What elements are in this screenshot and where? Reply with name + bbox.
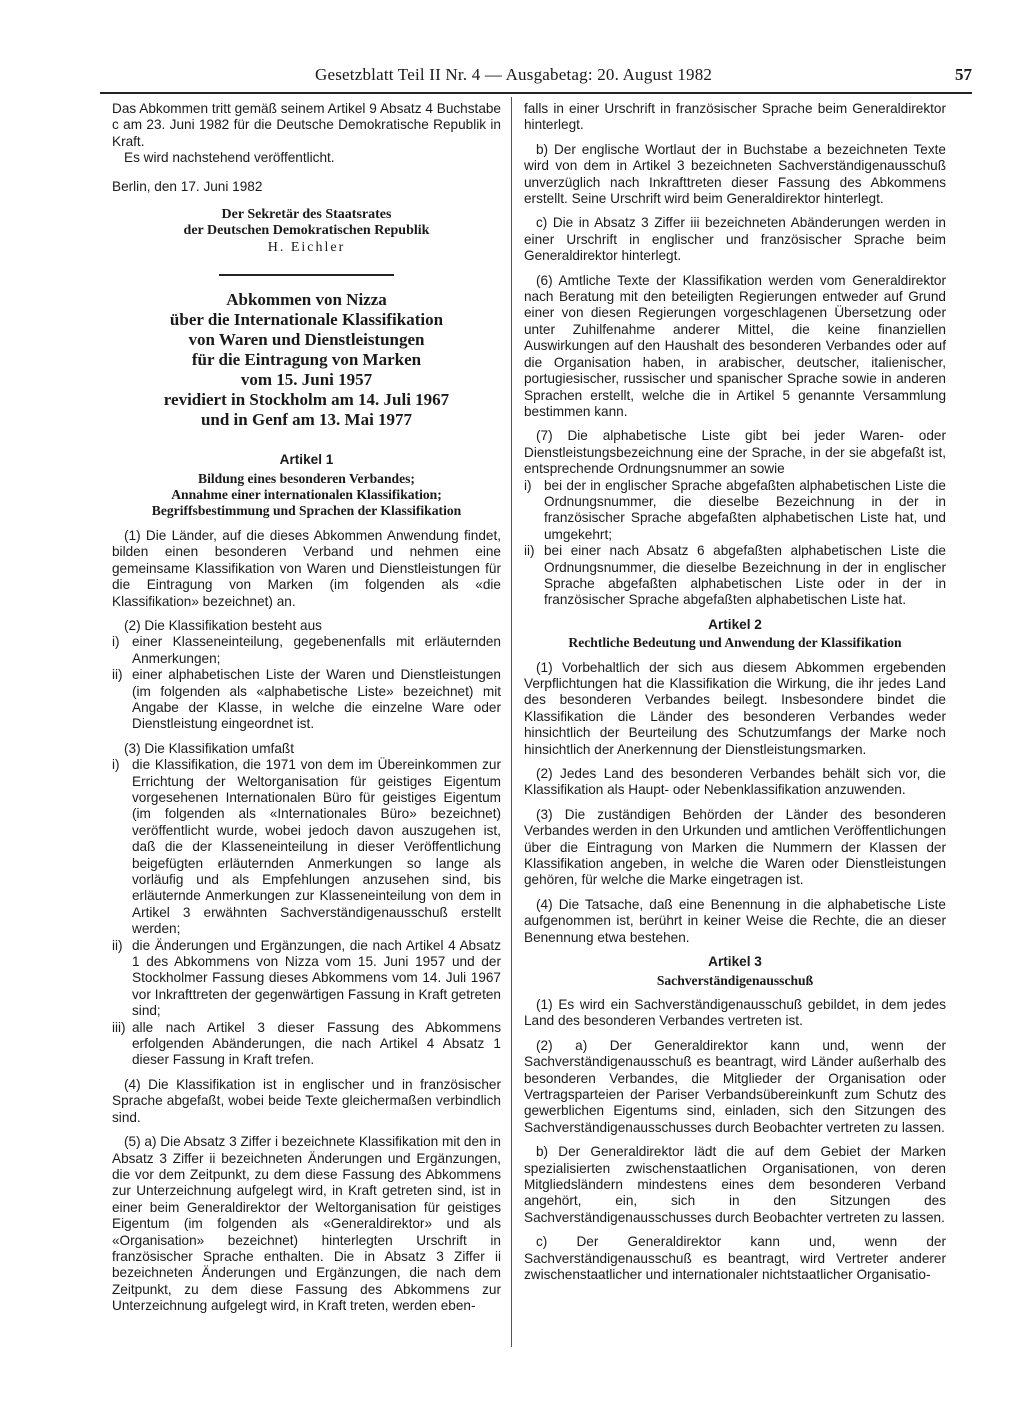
- list-item: [524, 478, 946, 544]
- article-1-para-5b: b) Der englische Wortlaut der in Buchstabe a bezeichneten Texte wird von dem in Artikel 3 bezeichneten Sachverständigenausschuß unverzüglich nach Inkrafttreten dieser Fassung des Abkommens erstellt. Seine Urschrift wird beim Generaldirektor hinterlegt.: [524, 141, 946, 207]
- article-1-para-7: (7) Die alphabetische Liste gibt bei jeder Waren- oder Dienstleistungsbezeichnung eine der Sprache, in der sie abgefaßt ist, entsprechende Ordnungsnummer an sowie: [524, 428, 946, 477]
- continued-paragraph: falls in einer Urschrift in französischer Sprache beim Generaldirektor hinterlegt.: [524, 101, 946, 133]
- article-1-subheading-line: Bildung eines besonderen Verbandes;: [198, 470, 415, 486]
- article-1-subheading-line: Annahme einer internationalen Klassifikation;: [171, 487, 442, 503]
- list-item: [524, 543, 946, 609]
- article-1-para-2: (2) Die Klassifikation besteht aus: [124, 617, 322, 633]
- place-date: Berlin, den 17. Juni 1982: [112, 178, 263, 194]
- column-divider: [511, 97, 512, 1347]
- treaty-title-line: von Waren und Dienstleistungen: [188, 330, 425, 350]
- article-2-para-2: (2) Jedes Land des besonderen Verbandes behält sich vor, die Klassifikation als Haupt- oder Nebenklassifikation anzuwenden.: [524, 766, 946, 798]
- right-column: [524, 101, 946, 1291]
- article-1-para-3: (3) Die Klassifikation umfaßt: [124, 740, 294, 756]
- article-2-para-4: (4) Die Tatsache, daß eine Benennung in die alphabetische Liste aufgenommen ist, berührt in keiner Weise die Rechte, die an dieser Benennung etwa bestehen.: [524, 896, 946, 945]
- list-item-label: iii): [112, 1019, 126, 1035]
- list-item: [112, 1020, 501, 1069]
- article-3-subheading: Sachverständigenausschuß: [656, 972, 814, 988]
- article-1-para-1: (1) Die Länder, auf die dieses Abkommen Anwendung findet, bilden einen besonderen Verband und nehmen eine gemeinsame Klassifikation von Waren und Dienstleistungen für die Eintragung von Marken (im folgenden als «die Klassifikation» bezeichnet) an.: [112, 527, 501, 609]
- signatory-line-1: Der Sekretär des Staatsrates: [221, 207, 392, 223]
- treaty-title-line: revidiert in Stockholm am 14. Juli 1967: [163, 390, 450, 410]
- list-item-text: alle nach Artikel 3 dieser Fassung des Abkommens erfolgenden Abänderungen, die nach Artikel 4 Absatz 1 dieser Fassung in Kraft trefen.: [132, 1019, 501, 1068]
- article-2-para-1: (1) Vorbehaltlich der sich aus diesem Abkommen ergebenden Verpflichtungen hat die Klassifikation die Wirkung, die ihr jedes Land des besonderen Verbandes beilegt. Insbesondere bindet die Klassifikation die Länder des besonderen Verbandes weder hinsichtlich der Beurteilung des Schutzumfangs der Marke noch hinsichtlich der Anerkennung der Dienstleistungsmarken.: [524, 659, 946, 757]
- article-1-heading: Artikel 1: [279, 452, 334, 468]
- list-item-text: die Klassifikation, die 1971 von dem im Übereinkommen zur Errichtung der Weltorganisation für geistiges Eigentum vorgesehenen Internationalen Büro für geistiges Eigentum (im folgenden als «Internationales Büro» bezeichnet) veröffentlicht wurde, wobei jedoch davon auszugehen ist, daß die der Klasseneinteilung in dieser Veröffentlichung beigefügten erläuternden Anmerkungen so lange als vorläufig und als Empfehlungen anzusehen sind, bis erläuternde Anmerkungen zur Klasseneinteilung von dem in Artikel 3 erwähnten Sachverständigenausschuß erstellt werden;: [132, 757, 501, 937]
- list-item-label: ii): [112, 937, 123, 953]
- article-2-para-3: (3) Die zuständigen Behörden der Länder des besonderen Verbandes werden in den Urkunden und amtlichen Veröffentlichungen über die Eintragung von Marken die Nummern der Klassen der Klassifikation angeben, in welche die Waren oder Dienstleistungen gehören, für welche die Marke eingetragen ist.: [524, 806, 946, 888]
- list-item: [112, 667, 501, 733]
- article-3-para-2c: c) Der Generaldirektor kann und, wenn der Sachverständigenausschuß es beantragt, wird Vertreter anderer zwischenstaatlicher und internationaler nichtstaatlicher Organisatio-: [524, 1234, 946, 1282]
- list-item: [112, 938, 501, 1020]
- article-1-subheading: [112, 471, 501, 520]
- list-item-text: einer Klasseneinteilung, gegebenenfalls mit erläuternden Anmerkungen;: [132, 634, 501, 666]
- article-1-subheading-line: Begriffsbestimmung und Sprachen der Klassifikation: [151, 503, 462, 519]
- page-header: [100, 62, 972, 94]
- article-1-para-5: (5) a) Die Absatz 3 Ziffer i bezeichnete Klassifikation mit den in Absatz 3 Ziffer ii bezeichneten Änderungen und Ergänzungen, die vor dem Zeitpunkt, zu dem diese Fassung des Abkommens zur Unterzeichnung aufgelegt wird, in Kraft getreten sind, ist in einer beim Generaldirektor der Weltorganisation für geistiges Eigentum (im folgenden als «Generaldirektor» und als «Organisation» bezeichnet) hinterlegten Urschrift in französischer Sprache enthalten. Die in Absatz 3 Ziffer ii bezeichneten Änderungen und Ergänzungen, die nach dem Zeitpunkt, zu dem diese Fassung des Abkommens zur Unterzeichnung aufgelegt wird, in Kraft treten, werden eben-: [112, 1134, 501, 1314]
- treaty-title-line: vom 15. Juni 1957: [240, 370, 373, 390]
- list-item-label: i): [112, 757, 120, 773]
- article-1-para-4: (4) Die Klassifikation ist in englischer und in französischer Sprache abgefaßt, wobei beide Texte gleichermaßen verbindlich sind.: [112, 1076, 501, 1125]
- intro-paragraph: Das Abkommen tritt gemäß seinem Artikel 9 Absatz 4 Buchstabe c am 23. Juni 1982 für die Deutsche Demokratische Republik in Kraft.: [112, 101, 501, 149]
- list-item-label: i): [112, 634, 120, 650]
- article-2-heading: Artikel 2: [708, 616, 762, 632]
- list-item-text: bei einer nach Absatz 6 abgefaßten alphabetischen Liste die Ordnungsnummer, die dieselbe Bezeichnung in der in englischer Sprache abgefaßten alphabetischen Liste oder in der in französischer Sprache abgefaßten alphabetischen Liste hat.: [544, 543, 946, 608]
- treaty-title-line: und in Genf am 13. Mai 1977: [200, 410, 413, 430]
- treaty-title: [112, 290, 501, 430]
- publication-note: Es wird nachstehend veröffentlicht.: [124, 150, 335, 166]
- article-3-heading: Artikel 3: [708, 954, 762, 970]
- list-item-text: einer alphabetischen Liste der Waren und Dienstleistungen (im folgenden als «alphabetische Liste» bezeichnet) mit Angabe der Klasse, in welche die einzelne Ware oder Dienstleistung eingeordnet ist.: [132, 667, 501, 732]
- list-item: [112, 634, 501, 667]
- section-rule: [219, 274, 394, 276]
- header-title: Gesetzblatt Teil II Nr. 4 — Ausgabetag: 20. August 1982: [315, 65, 713, 84]
- article-1-para-5c: c) Die in Absatz 3 Ziffer iii bezeichneten Abänderungen werden in einer Urschrift in englischer und französischer Sprache beim Generaldirektor hinterlegt.: [524, 215, 946, 264]
- article-1-para-6: (6) Amtliche Texte der Klassifikation werden vom Generaldirektor nach Beratung mit den beteiligten Regierungen entweder auf Grund einer von diesen Regierungen vorgeschlagenen Übersetzung oder unter Zuhilfenahme anderer Mittel, die keine finanziellen Auswirkungen auf den Haushalt des besonderen Verbandes oder auf die Organisation haben, in arabischer, deutscher, italienischer, portugiesischer, russischer und spanischer Sprache sowie in anderen Sprachen erstellt, welche die in Artikel 5 genannte Versammlung bestimmen kann.: [524, 272, 946, 419]
- article-3-para-2b: b) Der Generaldirektor lädt die auf dem Gebiet der Marken spezialisierten zwischenstaatlichen Organisationen, von deren Mitgliedsländern mindestens eines dem besonderen Verband angehört, ein, sich in den Sitzungen des Sachverständigenausschusses durch Beobachter vertreten zu lassen.: [524, 1144, 946, 1225]
- list-item-text: die Änderungen und Ergänzungen, die nach Artikel 4 Absatz 1 des Abkommens von Nizza vom 15. Juni 1957 und der Stockholmer Fassung dieses Abkommens vom 14. Juli 1967 vor Inkrafttreten der gegenwärtigen Fassung in Kraft getreten sind;: [132, 937, 501, 1019]
- treaty-title-line: Abkommen von Nizza: [226, 290, 387, 310]
- treaty-title-line: für die Eintragung von Marken: [191, 350, 422, 370]
- article-3-para-2a: (2) a) Der Generaldirektor kann und, wenn der Sachverständigenausschuß es beantragt, wird Länder außerhalb des besonderen Verbandes, die Mitglieder der Organisation oder Vertragsparteien der Pariser Verbandsübereinkunft zum Schutz des gewerblichen Eigentums sind, einladen, sich den Sitzungen des Sachverständigenausschusses durch Beobachter vertreten zu lassen.: [524, 1037, 946, 1135]
- left-column: [112, 101, 501, 1323]
- list-item-label: ii): [524, 543, 535, 559]
- page-number: 57: [955, 65, 972, 84]
- signatory-line-2: der Deutschen Demokratischen Republik: [183, 223, 430, 239]
- list-item-text: bei der in englischer Sprache abgefaßten alphabetischen Liste die Ordnungsnummer, die dieselbe Bezeichnung in der in französischer Sprache abgefaßten alphabetischen Liste hat, und umgekehrt;: [544, 477, 946, 542]
- signatory-name: H. Eichler: [267, 239, 346, 255]
- treaty-title-line: über die Internationale Klassifikation: [169, 310, 444, 330]
- article-2-subheading: Rechtliche Bedeutung und Anwendung der Klassifikation: [568, 635, 902, 651]
- list-item-label: ii): [112, 667, 123, 683]
- article-3-para-1: (1) Es wird ein Sachverständigenausschuß gebildet, in dem jedes Land des besonderen Verbandes vertreten ist.: [524, 996, 946, 1029]
- list-item-label: i): [524, 477, 532, 493]
- list-item: [112, 757, 501, 937]
